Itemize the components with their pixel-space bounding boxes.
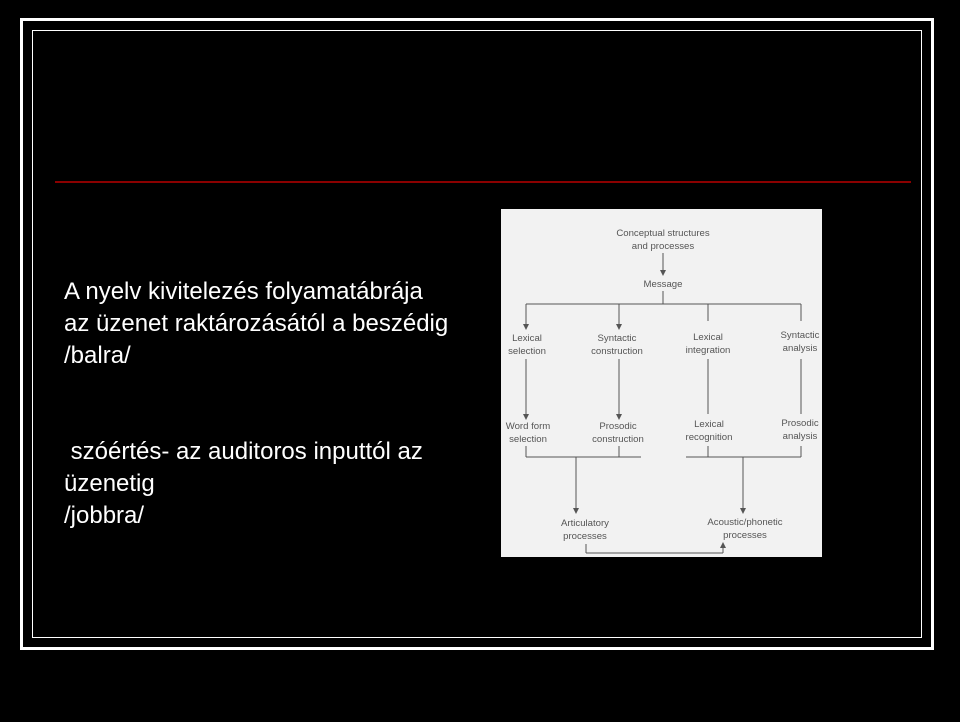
node-conceptual-line1: Conceptual structures <box>616 228 710 239</box>
node-syntactic-analysis-line1: Syntactic <box>780 330 820 341</box>
text-line: üzenetig <box>64 470 155 497</box>
text-line: az üzenet raktározásától a beszédig <box>64 310 449 337</box>
node-lexical-recognition-line2: recognition <box>685 432 733 443</box>
node-prosodic-construction-line1: Prosodic <box>599 421 637 432</box>
title-divider-line <box>55 181 911 183</box>
flowchart-image <box>501 209 822 557</box>
node-lexical-selection-line1: Lexical <box>512 333 542 344</box>
node-syntactic-construction-line1: Syntactic <box>597 333 637 344</box>
node-prosodic-analysis-line2: analysis <box>782 431 818 442</box>
node-lexical-recognition-line1: Lexical <box>694 419 724 430</box>
node-prosodic-analysis-line1: Prosodic <box>781 418 819 429</box>
node-lexical-integration-line2: integration <box>685 345 731 356</box>
left-text-comprehension <box>64 436 423 532</box>
node-articulatory-line2: processes <box>563 531 607 542</box>
flowchart-connectors <box>526 253 801 553</box>
text-line: szóértés- az auditoros inputtól az <box>64 438 423 465</box>
node-acoustic-phonetic-line1: Acoustic/phonetic <box>707 517 783 528</box>
text-line: /balra/ <box>64 342 131 369</box>
node-message: Message <box>643 279 683 290</box>
node-syntactic-analysis-line2: analysis <box>782 343 818 354</box>
node-conceptual-line2: and processes <box>631 241 695 252</box>
node-acoustic-phonetic-line2: processes <box>723 530 767 541</box>
node-articulatory-line1: Articulatory <box>561 518 609 529</box>
node-word-form-selection-line1: Word form <box>505 421 551 432</box>
left-text-production <box>64 276 448 372</box>
flowchart-svg <box>501 209 822 557</box>
node-lexical-integration-line1: Lexical <box>693 332 723 343</box>
node-word-form-selection-line2: selection <box>509 434 547 445</box>
text-line: A nyelv kivitelezés folyamatábrája <box>64 278 423 305</box>
text-line: /jobbra/ <box>64 502 145 529</box>
node-prosodic-construction-line2: construction <box>592 434 644 445</box>
node-syntactic-construction-line2: construction <box>591 346 643 357</box>
node-lexical-selection-line2: selection <box>508 346 546 357</box>
